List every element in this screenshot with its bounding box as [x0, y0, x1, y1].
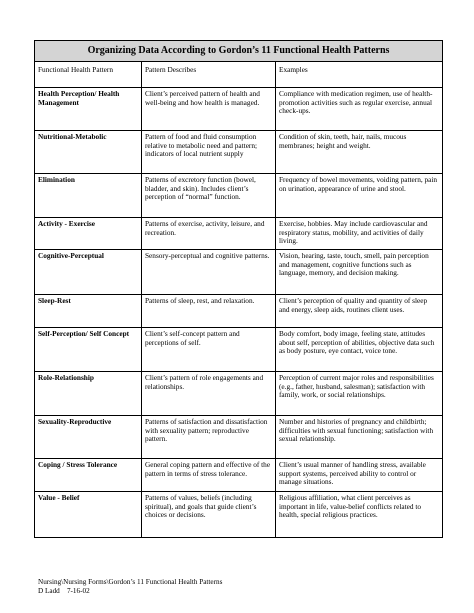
- header-pattern-describes: Pattern Describes: [142, 62, 276, 88]
- pattern-name-cell: Sexuality-Reproductive: [35, 416, 142, 459]
- pattern-name-cell: Sleep-Rest: [35, 295, 142, 328]
- pattern-describes-cell: Patterns of satisfaction and dissatisfaction with sexuality pattern; reproductive pattern.: [142, 416, 276, 459]
- pattern-name-cell: Health Perception/ Health Management: [35, 88, 142, 131]
- examples-cell: Client’s usual manner of handling stress, available support systems, perceived ability to control or manage situations.: [276, 459, 443, 492]
- pattern-describes-cell: Patterns of exercise, activity, leisure, and recreation.: [142, 218, 276, 250]
- table-row: [35, 372, 443, 416]
- pattern-name-cell: Elimination: [35, 174, 142, 218]
- pattern-describes-cell: Client’s self-concept pattern and perceptions of self.: [142, 328, 276, 372]
- document-footer: [38, 578, 222, 596]
- examples-cell: Condition of skin, teeth, hair, nails, mucous membranes; height and weight.: [276, 131, 443, 174]
- header-functional-health-pattern: Functional Health Pattern: [35, 62, 142, 88]
- table-row: [35, 174, 443, 218]
- pattern-name-cell: Nutritional-Metabolic: [35, 131, 142, 174]
- examples-cell: Body comfort, body image, feeling state, attitudes about self, perception of abilities, objective data such as body posture, eye contact, voice tone.: [276, 328, 443, 372]
- examples-cell: Compliance with medication regimen, use of health-promotion activities such as regular exercise, annual check-ups.: [276, 88, 443, 131]
- table-row: [35, 459, 443, 492]
- examples-cell: Number and histories of pregnancy and childbirth; difficulties with sexual functioning; satisfaction with sexual relationship.: [276, 416, 443, 459]
- table-header-row: [35, 62, 443, 88]
- pattern-describes-cell: Patterns of values, beliefs (including spiritual), and goals that guide client’s choices or decisions.: [142, 492, 276, 538]
- footer-file-path: Nursing\Nursing Forms\Gordon’s 11 Functional Health Patterns: [38, 578, 223, 586]
- examples-cell: Perception of current major roles and responsibilities (e.g., father, husband, salesman); satisfaction with family, work, or social relationships.: [276, 372, 443, 416]
- pattern-describes-cell: Client’s perceived pattern of health and well-being and how health is managed.: [142, 88, 276, 131]
- pattern-name-cell: Activity - Exercise: [35, 218, 142, 250]
- examples-cell: Frequency of bowel movements, voiding pattern, pain on urination, appearance of urine and stool.: [276, 174, 443, 218]
- pattern-describes-cell: Client’s pattern of role engagements and relationships.: [142, 372, 276, 416]
- table-title-row: [35, 41, 443, 62]
- footer-author-date: D Ladd 7-16-02: [38, 587, 90, 595]
- table-row: [35, 218, 443, 250]
- table-row: [35, 492, 443, 538]
- table-row: [35, 328, 443, 372]
- table-row: [35, 250, 443, 295]
- table-body: [35, 88, 443, 538]
- pattern-name-cell: Role-Relationship: [35, 372, 142, 416]
- table-row: [35, 88, 443, 131]
- pattern-name-cell: Coping / Stress Tolerance: [35, 459, 142, 492]
- functional-health-patterns-table: [34, 40, 443, 538]
- header-examples: Examples: [276, 62, 443, 88]
- pattern-describes-cell: General coping pattern and effective of the pattern in terms of stress tolerance.: [142, 459, 276, 492]
- pattern-describes-cell: Patterns of excretory function (bowel, bladder, and skin). Includes client’s perception of “normal” function.: [142, 174, 276, 218]
- table-title: Organizing Data According to Gordon’s 11 Functional Health Patterns: [35, 41, 443, 62]
- pattern-name-cell: Value - Belief: [35, 492, 142, 538]
- pattern-describes-cell: Patterns of sleep, rest, and relaxation.: [142, 295, 276, 328]
- table-row: [35, 416, 443, 459]
- pattern-name-cell: Cognitive-Perceptual: [35, 250, 142, 295]
- pattern-describes-cell: Sensory-perceptual and cognitive patterns.: [142, 250, 276, 295]
- examples-cell: Vision, hearing, taste, touch, smell, pain perception and management, cognitive functions such as language, memory, and decision making.: [276, 250, 443, 295]
- examples-cell: Exercise, hobbies. May include cardiovascular and respiratory status, mobility, and activities of daily living.: [276, 218, 443, 250]
- pattern-describes-cell: Pattern of food and fluid consumption relative to metabolic need and pattern; indicators of local nutrient supply: [142, 131, 276, 174]
- table-row: [35, 295, 443, 328]
- pattern-name-cell: Self-Perception/ Self Concept: [35, 328, 142, 372]
- examples-cell: Client’s perception of quality and quantity of sleep and energy, sleep aids, routines client uses.: [276, 295, 443, 328]
- table-row: [35, 131, 443, 174]
- examples-cell: Religious affiliation, what client perceives as important in life, value-belief conflicts related to health, special religious practices.: [276, 492, 443, 538]
